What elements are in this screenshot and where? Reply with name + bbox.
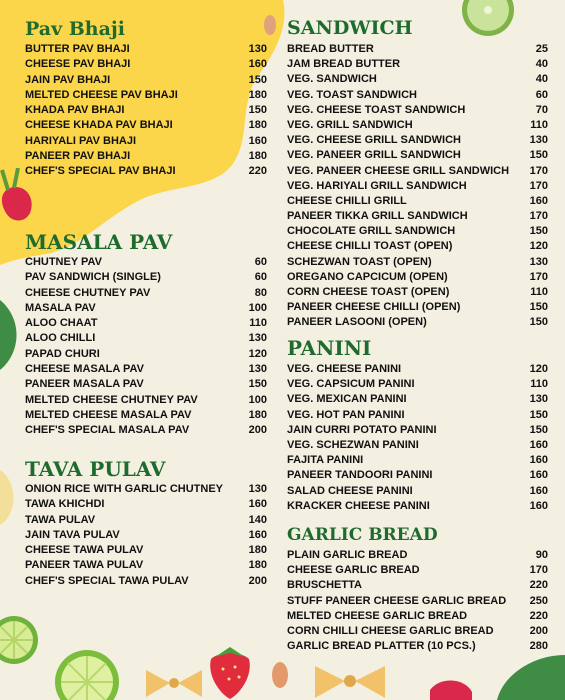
section-panini [287,335,548,514]
menu-item-name: PANEER MASALA PAV [25,378,144,391]
menu-item-name: STUFF PANEER CHEESE GARLIC BREAD [287,594,507,607]
menu-item-name: MELTED CHEESE PAV BHAJI [25,88,178,101]
menu-item-name: PANEER PAV BHAJI [25,150,131,163]
menu-item-price: 130 [248,332,267,345]
menu-item [287,594,548,609]
menu-item-price: 200 [248,574,267,587]
menu-item-name: PAPAD CHURI [25,347,100,360]
menu-item-price: 60 [535,88,548,101]
menu-item-price: 180 [248,559,267,572]
menu-item [25,286,267,301]
menu-item [287,468,548,483]
section-sandwich [287,14,548,331]
menu-item [25,513,267,528]
menu-item [25,88,267,103]
menu-item-price: 170 [529,179,548,192]
menu-item [287,72,548,87]
menu-item [287,164,548,179]
menu-item-name: BUTTER PAV BHAJI [25,43,130,55]
menu-item-name: VEG. CHEESE GRILL SANDWICH [287,134,461,147]
menu-item [25,497,267,512]
radish-icon [420,670,475,700]
menu-item-name: VEG. TOAST SANDWICH [287,88,417,101]
menu-item-name: BREAD BUTTER [287,43,374,55]
menu-item-name: MELTED CHEESE GARLIC BREAD [287,609,468,622]
menu-item [287,209,548,224]
menu-item-name: PANEER LASOONI (OPEN) [287,316,427,329]
menu-item-price: 120 [529,363,548,375]
menu-item-name: VEG. MEXICAN PANINI [287,393,407,406]
menu-item [287,639,548,654]
pasta-bow-icon [315,662,385,700]
menu-item-price: 130 [248,43,267,55]
menu-item-price: 90 [535,549,548,561]
menu-item-name: JAIN TAVA PULAV [25,528,120,541]
section-tava-pulav [25,456,267,589]
menu-item-name: VEG. SCHEZWAN PANINI [287,438,419,451]
menu-item-price: 130 [529,255,548,268]
menu-item-name: MELTED CHEESE MASALA PAV [25,408,192,421]
menu-item-name: HARIYALI PAV BHAJI [25,134,137,147]
menu-item-price: 160 [529,454,548,467]
menu-item-name: ALOO CHAAT [25,317,98,330]
menu-item-name: ONION RICE WITH GARLIC CHUTNEY [25,483,223,495]
menu-item [25,134,267,149]
menu-item-price: 170 [529,164,548,177]
menu-item [25,316,267,331]
menu-item-name: GARLIC BREAD PLATTER (10 PCS.) [287,640,476,653]
menu-item [25,393,267,408]
menu-item-name: CHEESE MASALA PAV [25,363,144,376]
menu-item-price: 180 [248,88,267,101]
menu-item-price: 150 [529,149,548,162]
menu-item [25,301,267,316]
section-pav-bhaji [25,16,267,180]
menu-item [287,133,548,148]
menu-item [287,408,548,423]
menu-item [287,438,548,453]
menu-item-name: CHEESE CHILLI GRILL [287,194,407,207]
menu-item [287,57,548,72]
menu-item-name: CHEESE CHUTNEY PAV [25,286,151,299]
menu-item-price: 25 [535,43,548,55]
leaf-icon [0,300,22,370]
menu-item-name: VEG. CHEESE TOAST SANDWICH [287,103,466,116]
menu-item-price: 130 [529,134,548,147]
menu-item-price: 280 [529,640,548,653]
menu-item [287,609,548,624]
menu-item [25,164,267,179]
menu-item-name: VEG. HOT PAN PANINI [287,408,405,421]
menu-item-price: 150 [248,104,267,117]
menu-item-name: PANEER TAWA PULAV [25,559,144,572]
menu-item-name: PANEER TANDOORI PANINI [287,469,433,482]
menu-item-name: PANEER CHEESE CHILLI (OPEN) [287,301,461,314]
menu-item [25,255,267,270]
menu-item-price: 150 [529,301,548,314]
menu-item-price: 160 [529,484,548,497]
menu-item-price: 150 [248,73,267,86]
menu-item [287,315,548,330]
menu-item-name: VEG. PANEER CHEESE GRILL SANDWICH [287,164,510,177]
menu-item-price: 170 [529,270,548,283]
menu-item [25,347,267,362]
menu-item-price: 100 [248,301,267,314]
menu-item-price: 120 [529,240,548,253]
menu-item-name: JAM BREAD BUTTER [287,58,401,71]
menu-item-price: 180 [248,150,267,163]
menu-item [25,149,267,164]
menu-item-name: KHADA PAV BHAJI [25,104,125,117]
menu-item-name: VEG. CHEESE PANINI [287,363,402,375]
menu-item-name: PANEER TIKKA GRILL SANDWICH [287,210,468,223]
menu-item [287,578,548,593]
menu-item [25,118,267,133]
menu-item-name: VEG. SANDWICH [287,73,377,86]
menu-item [287,194,548,209]
menu-item-name: CHEESE TAWA PULAV [25,544,144,557]
menu-item-price: 130 [248,363,267,376]
menu-item-price: 110 [530,286,548,298]
menu-item [287,377,548,392]
menu-item-price: 160 [248,498,267,511]
menu-item-name: MASALA PAV [25,301,96,314]
menu-item-price: 200 [248,424,267,437]
menu-item [287,300,548,315]
menu-item-price: 130 [529,393,548,406]
menu-item [25,377,267,392]
menu-item [287,88,548,103]
menu-item-name: SCHEZWAN TOAST (OPEN) [287,255,432,268]
menu-item-price: 140 [248,513,267,526]
menu-item [25,423,267,438]
menu-item-name: CHEF'S SPECIAL MASALA PAV [25,424,190,437]
strawberry-icon [205,645,255,700]
menu-item-price: 160 [529,194,548,207]
menu-item-price: 160 [248,58,267,71]
menu-item [287,499,548,514]
menu-item [287,624,548,639]
menu-item-name: ALOO CHILLI [25,332,96,345]
section-title: SANDWICH [287,17,413,39]
menu-item [25,558,267,573]
section-title: MASALA PAV [25,230,173,254]
menu-item [287,148,548,163]
menu-item [25,528,267,543]
menu-item-name: CHOCOLATE GRILL SANDWICH [287,225,456,238]
menu-item-price: 60 [254,256,267,268]
menu-item-price: 160 [529,469,548,482]
menu-item [287,423,548,438]
menu-item-price: 110 [530,118,548,131]
menu-item-name: SALAD CHEESE PANINI [287,484,413,497]
menu-item [287,548,548,563]
menu-item-price: 150 [529,423,548,436]
menu-item-name: CHEF'S SPECIAL PAV BHAJI [25,165,176,178]
menu-item-price: 180 [248,119,267,132]
section-masala-pav [25,229,267,439]
menu-item [287,42,548,57]
menu-item [287,118,548,133]
menu-item [25,57,267,72]
almond-icon [270,660,290,690]
menu-item-name: CORN CHEESE TOAST (OPEN) [287,286,450,298]
section-garlic-bread [287,522,548,654]
menu-item-name: TAWA PULAV [25,513,96,526]
menu-item-name: CHUTNEY PAV [25,256,103,268]
menu-item [25,103,267,118]
menu-item [287,362,548,377]
menu-item [287,270,548,285]
menu-item-price: 200 [529,624,548,637]
menu-item-name: PLAIN GARLIC BREAD [287,549,408,561]
lime-slice-icon [0,610,44,670]
menu-item [25,482,267,497]
menu-item-price: 80 [254,286,267,299]
menu-item [25,574,267,589]
menu-item [287,484,548,499]
menu-item-price: 180 [248,408,267,421]
menu-item [287,285,548,300]
menu-item-price: 60 [254,271,267,284]
section-title: GARLIC BREAD [287,525,438,545]
menu-item-name: CORN CHILLI CHEESE GARLIC BREAD [287,624,494,637]
menu-item-price: 250 [529,594,548,607]
menu-item [287,239,548,254]
menu-item-price: 160 [529,499,548,512]
menu-item-name: VEG. GRILL SANDWICH [287,118,413,131]
section-title: PANINI [287,336,372,360]
menu-item-name: VEG. CAPSICUM PANINI [287,378,415,391]
menu-item-name: CHEESE GARLIC BREAD [287,564,420,577]
menu-item-name: PAV SANDWICH (SINGLE) [25,271,161,284]
menu-item-price: 130 [248,483,267,495]
menu-item [25,408,267,423]
menu-item-name: CHEF'S SPECIAL TAWA PULAV [25,574,189,587]
menu-item [287,224,548,239]
menu-item-name: JAIN PAV BHAJI [25,73,111,86]
menu-item-name: VEG. PANEER GRILL SANDWICH [287,149,461,162]
menu-item-name: KRACKER CHEESE PANINI [287,499,430,512]
menu-item-price: 40 [535,73,548,86]
pasta-bow-icon [146,665,202,700]
menu-item [287,563,548,578]
menu-item-price: 40 [535,58,548,71]
menu-item-price: 120 [248,347,267,360]
menu-item-price: 170 [529,210,548,223]
menu-item-price: 170 [529,564,548,577]
lime-slice-icon [52,648,122,700]
menu-item-name: FAJITA PANINI [287,454,364,467]
menu-item-price: 100 [248,393,267,406]
menu-item [25,73,267,88]
menu-item [25,42,267,57]
section-title: Pav Bhaji [25,18,126,40]
menu-item-name: BRUSCHETTA [287,579,362,592]
menu-item-name: JAIN CURRI POTATO PANINI [287,423,437,436]
section-title: TAVA PULAV [25,457,166,481]
menu-item [25,331,267,346]
menu-item-price: 220 [529,579,548,592]
menu-item-price: 110 [530,378,548,391]
menu-item [287,392,548,407]
leaf-icon [493,655,565,700]
menu-item-price: 220 [529,609,548,622]
menu-item [25,543,267,558]
menu-item-price: 160 [248,528,267,541]
almond-icon [0,470,18,525]
menu-item-name: TAWA KHICHDI [25,498,105,511]
menu-item-name: CHEESE KHADA PAV BHAJI [25,119,173,132]
menu-item [25,362,267,377]
menu-item [287,453,548,468]
menu-item-price: 150 [248,378,267,391]
menu-item [287,179,548,194]
menu-item-price: 150 [529,408,548,421]
menu-item-name: MELTED CHEESE CHUTNEY PAV [25,393,198,406]
menu-item-name: OREGANO CAPCICUM (OPEN) [287,270,448,283]
menu-item-price: 180 [248,544,267,557]
menu-item-price: 150 [529,225,548,238]
menu-item-price: 160 [529,438,548,451]
menu-item [287,103,548,118]
menu-item-price: 110 [249,317,267,330]
menu-item-price: 70 [535,103,548,116]
menu-item-name: CHEESE PAV BHAJI [25,58,131,71]
menu-item-name: CHEESE CHILLI TOAST (OPEN) [287,240,453,253]
menu-item-price: 150 [529,316,548,329]
menu-item-price: 160 [248,134,267,147]
menu-item-price: 220 [248,165,267,178]
menu-item [287,255,548,270]
menu-item-name: VEG. HARIYALI GRILL SANDWICH [287,179,467,192]
menu-item [25,270,267,285]
